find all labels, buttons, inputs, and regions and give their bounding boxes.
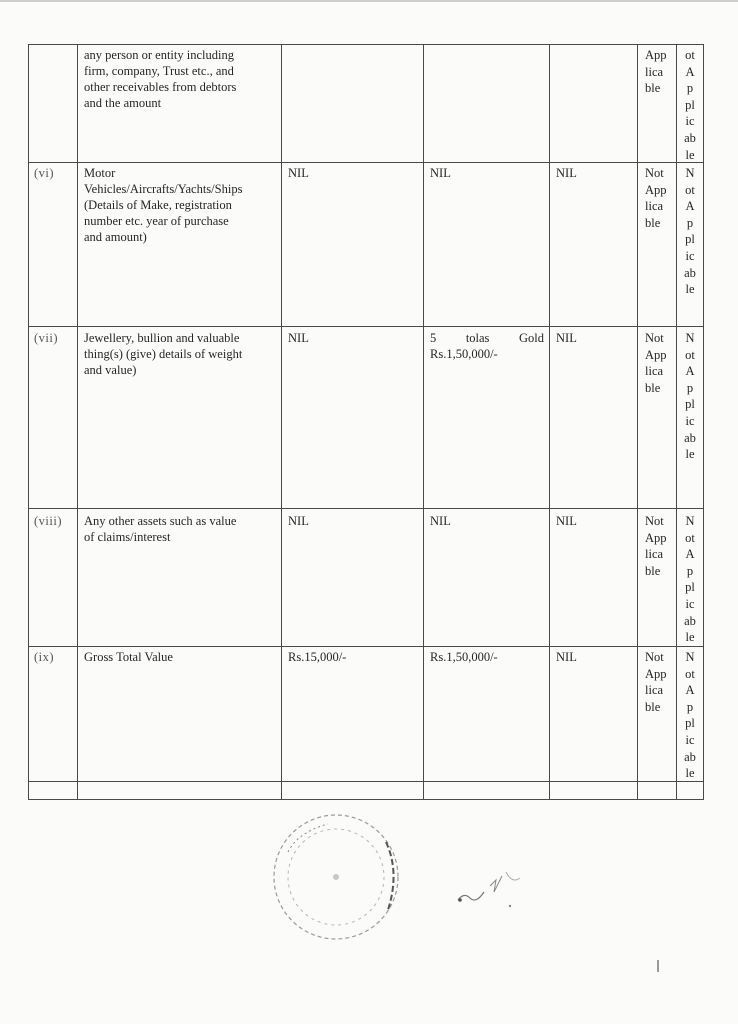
stray-mark xyxy=(657,960,659,972)
value-cell: NIL xyxy=(430,166,451,180)
grid-line xyxy=(281,44,282,800)
text-fragment: p xyxy=(686,81,694,96)
grid-line xyxy=(28,162,704,163)
row-viii-description xyxy=(84,513,276,545)
description-line: and value) xyxy=(84,363,137,377)
grid-line xyxy=(703,44,704,800)
description-line: any person or entity including xyxy=(84,48,234,62)
grid-line xyxy=(637,44,638,800)
text-fragment: p xyxy=(686,699,694,714)
text-fragment: lica xyxy=(645,683,664,698)
text-fragment: le xyxy=(685,447,695,462)
text-fragment: p xyxy=(686,563,694,578)
text-fragment: ble xyxy=(645,563,661,578)
text-fragment: lica xyxy=(645,547,664,562)
grid-line xyxy=(549,44,550,800)
official-seal-icon xyxy=(268,812,404,942)
text-fragment: ic xyxy=(685,114,695,129)
text-fragment: lica xyxy=(645,199,664,214)
text-fragment: ic xyxy=(685,732,695,747)
text-fragment: ab xyxy=(684,265,696,280)
text-fragment: N xyxy=(685,166,695,180)
text-fragment: ot xyxy=(685,182,695,197)
applicability-cell xyxy=(645,649,675,715)
text-fragment: A xyxy=(685,683,695,698)
gross-value-col2: Rs.15,000/- xyxy=(288,650,347,664)
text-fragment: N xyxy=(685,331,695,345)
description-line: and the amount xyxy=(84,96,162,110)
text-fragment: ble xyxy=(645,380,661,395)
row-number: (vii) xyxy=(34,331,59,345)
description-line: Any other assets such as value xyxy=(84,514,237,528)
text-fragment: 5 xyxy=(430,331,437,345)
text-fragment: App xyxy=(645,48,667,62)
applicability-cell-2 xyxy=(677,330,703,463)
text-fragment: ab xyxy=(684,613,696,628)
text-fragment: ab xyxy=(684,749,696,764)
row-vi-description xyxy=(84,165,276,245)
text-fragment: A xyxy=(685,364,695,379)
page-top-border xyxy=(0,0,738,2)
text-fragment: p xyxy=(686,380,694,395)
text-fragment: ble xyxy=(645,699,661,714)
row-number: (viii) xyxy=(34,514,62,528)
description-line: other receivables from debtors xyxy=(84,80,237,94)
text-fragment: App xyxy=(645,182,667,197)
text-fragment: ot xyxy=(685,48,695,62)
text-fragment: ot xyxy=(685,530,695,545)
grid-line xyxy=(28,508,704,509)
text-fragment: App xyxy=(645,347,667,362)
gross-value-col4: NIL xyxy=(556,650,577,664)
row-v-applicability-2 xyxy=(677,47,703,163)
grid-line xyxy=(77,44,78,800)
applicability-cell-2 xyxy=(677,513,703,646)
text-fragment: ot xyxy=(685,666,695,681)
applicability-cell-2 xyxy=(677,165,703,298)
row-v-description xyxy=(84,47,276,111)
row-number: (ix) xyxy=(34,650,55,664)
value-cell: NIL xyxy=(430,514,451,528)
text-fragment: Not xyxy=(645,166,664,180)
text-fragment: le xyxy=(685,766,695,781)
text-fragment: ab xyxy=(684,130,696,145)
text-fragment: le xyxy=(685,630,695,645)
applicability-cell-2 xyxy=(677,649,703,782)
grid-line xyxy=(28,799,704,800)
value-cell: NIL xyxy=(288,514,309,528)
text-fragment: le xyxy=(685,282,695,297)
text-fragment: A xyxy=(685,199,695,214)
text-fragment: p xyxy=(686,215,694,230)
applicability-cell xyxy=(645,165,675,231)
text-fragment: ic xyxy=(685,413,695,428)
description-line: of claims/interest xyxy=(84,530,171,544)
description-line: thing(s) (give) details of weight xyxy=(84,347,243,361)
signature-icon xyxy=(450,862,540,912)
text-fragment: lica xyxy=(645,364,664,379)
text-fragment: ic xyxy=(685,596,695,611)
applicability-cell xyxy=(645,513,675,579)
text-fragment: N xyxy=(685,650,695,664)
gross-value-col3: Rs.1,50,000/- xyxy=(430,650,498,664)
description-line: Motor xyxy=(84,166,116,180)
text-fragment: ab xyxy=(684,430,696,445)
grid-line xyxy=(423,44,424,800)
gold-value-cell xyxy=(430,330,544,362)
row-v-applicability xyxy=(645,47,675,97)
text-fragment: pl xyxy=(685,580,695,595)
text-fragment: Not xyxy=(645,331,664,345)
text-fragment: A xyxy=(685,64,695,79)
text-fragment: ic xyxy=(685,248,695,263)
text-fragment: Not xyxy=(645,650,664,664)
text-fragment: ble xyxy=(645,215,661,230)
text-fragment: App xyxy=(645,666,667,681)
text-fragment: Rs.1,50,000/- xyxy=(430,347,498,361)
description-line: Vehicles/Aircrafts/Yachts/Ships xyxy=(84,182,243,196)
text-fragment: pl xyxy=(685,397,695,412)
grid-line xyxy=(28,781,704,782)
description-line: and amount) xyxy=(84,230,147,244)
value-cell: NIL xyxy=(288,331,309,345)
text-fragment: lica xyxy=(645,64,664,79)
text-fragment: pl xyxy=(685,716,695,731)
text-fragment: N xyxy=(685,514,695,528)
row-ix-description: Gross Total Value xyxy=(84,650,173,664)
text-fragment: A xyxy=(685,547,695,562)
text-fragment: App xyxy=(645,530,667,545)
description-line: (Details of Make, registration xyxy=(84,198,232,212)
text-fragment: ble xyxy=(645,81,661,96)
grid-line xyxy=(28,44,29,800)
description-line: number etc. year of purchase xyxy=(84,214,229,228)
row-vii-description xyxy=(84,330,276,378)
description-line: Jewellery, bullion and valuable xyxy=(84,331,240,345)
text-fragment: ot xyxy=(685,347,695,362)
value-cell: NIL xyxy=(288,166,309,180)
row-number: (vi) xyxy=(34,166,55,180)
text-fragment: Gold xyxy=(518,331,544,345)
text-fragment: pl xyxy=(685,232,695,247)
applicability-cell xyxy=(645,330,675,396)
grid-line xyxy=(28,326,704,327)
grid-line xyxy=(28,646,704,647)
value-cell: NIL xyxy=(556,166,577,180)
text-fragment: Not xyxy=(645,514,664,528)
grid-line xyxy=(28,44,704,45)
description-line: firm, company, Trust etc., and xyxy=(84,64,234,78)
text-fragment: tolas xyxy=(465,331,490,345)
value-cell: NIL xyxy=(556,331,577,345)
text-fragment: pl xyxy=(685,97,695,112)
value-cell: NIL xyxy=(556,514,577,528)
text-fragment: le xyxy=(685,147,695,162)
